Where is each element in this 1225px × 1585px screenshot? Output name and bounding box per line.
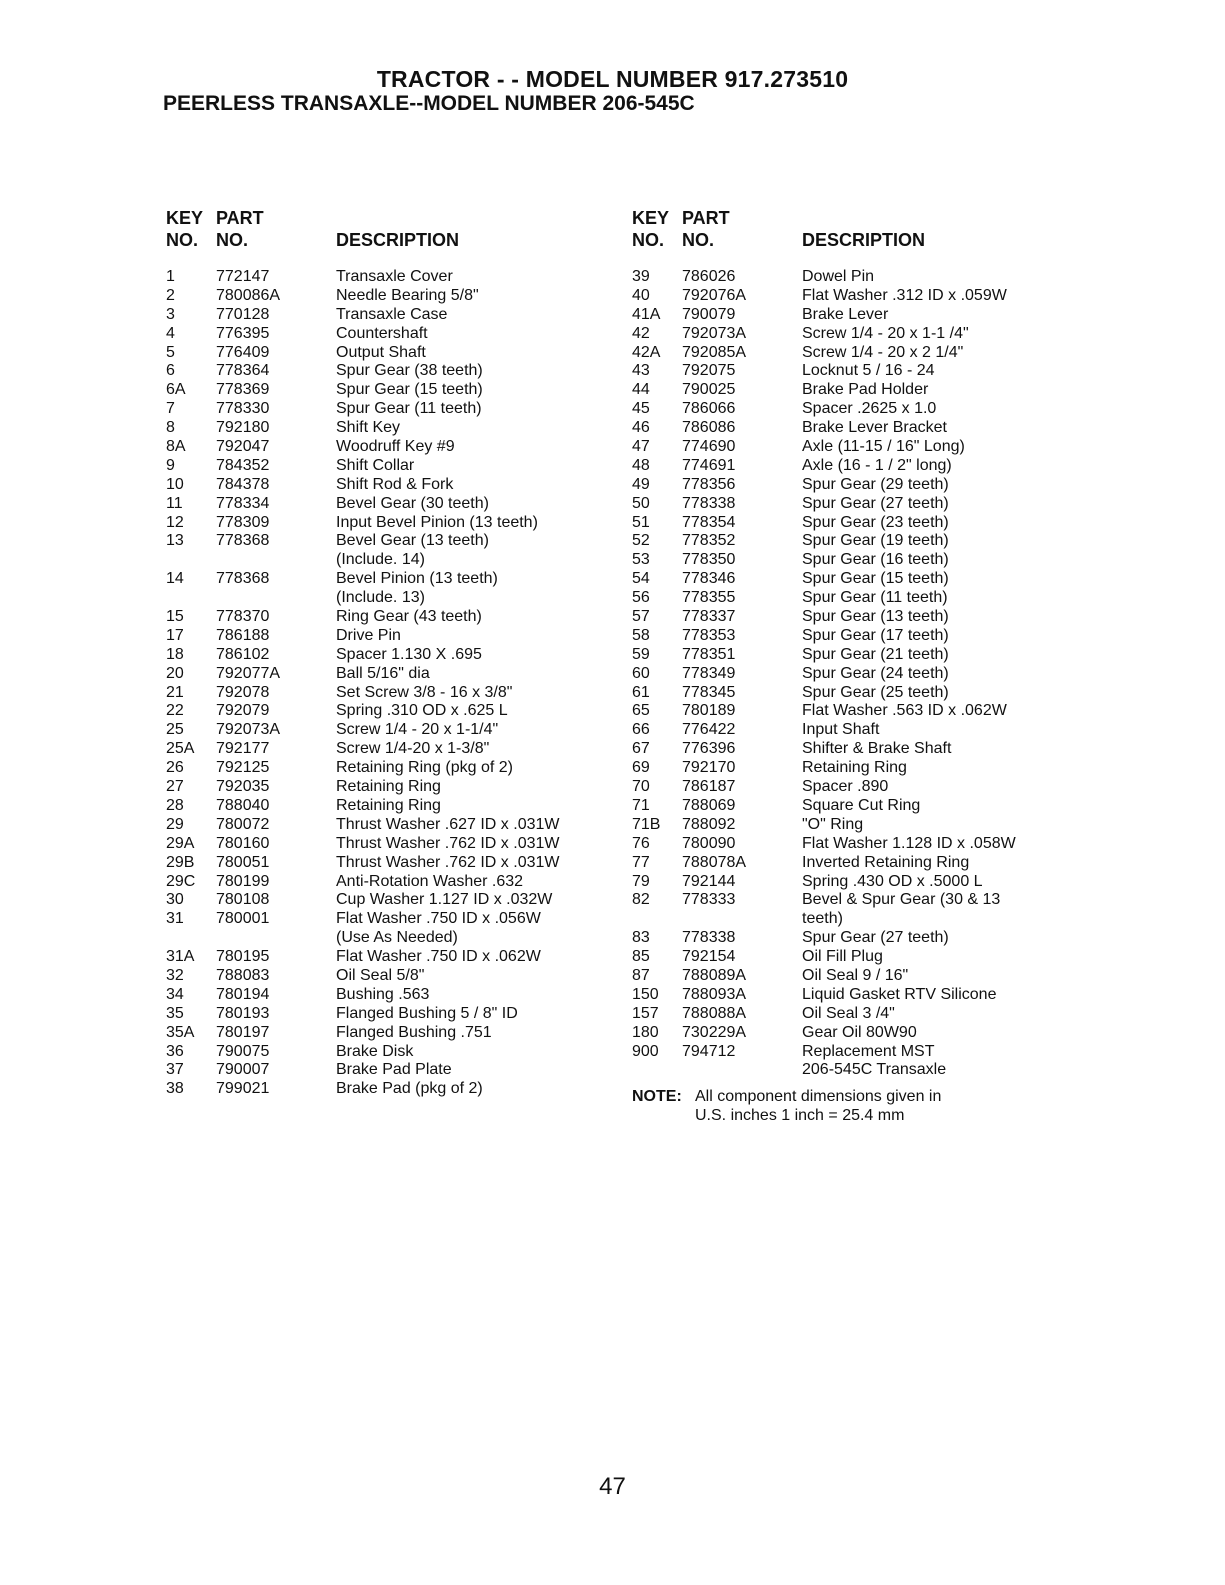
part-no: 778309 <box>216 513 270 531</box>
part-description: Spur Gear (21 teeth) <box>802 645 949 663</box>
key-no: 41A <box>632 305 661 323</box>
key-no: 71 <box>632 796 650 814</box>
part-description: Spur Gear (17 teeth) <box>802 626 949 644</box>
key-no: 900 <box>632 1042 659 1060</box>
part-no: 792076A <box>682 286 747 304</box>
key-no: 50 <box>632 494 650 512</box>
key-no: 31 <box>166 910 184 928</box>
part-no: 788093A <box>682 985 747 1003</box>
key-no: 32 <box>166 966 184 984</box>
key-no: 79 <box>632 872 650 890</box>
part-no: 778338 <box>682 929 736 947</box>
key-no: 35A <box>166 1023 195 1041</box>
key-header-bottom: NO. <box>166 230 199 250</box>
part-description: Brake Disk <box>336 1042 414 1060</box>
part-description: Flat Washer 1.128 ID x .058W <box>802 834 1016 852</box>
part-description: Spacer .890 <box>802 778 889 796</box>
part-description: Axle (16 - 1 / 2" long) <box>802 456 952 474</box>
part-no: 790025 <box>682 381 736 399</box>
part-no: 790007 <box>216 1061 270 1079</box>
part-no: 792035 <box>216 778 270 796</box>
part-description: Woodruff Key #9 <box>336 438 455 456</box>
part-no: 792170 <box>682 759 736 777</box>
part-description: Retaining Ring <box>802 759 907 777</box>
part-description: Flanged Bushing 5 / 8" ID <box>336 1004 518 1022</box>
key-no: 43 <box>632 362 650 380</box>
part-no: 792154 <box>682 948 736 966</box>
part-description: Thrust Washer .762 ID x .031W <box>336 834 560 852</box>
key-no: 1 <box>166 268 175 285</box>
part-description: Brake Pad Holder <box>802 381 929 399</box>
part-no: 778368 <box>216 570 270 588</box>
key-no: 25A <box>166 740 195 758</box>
part-no: 774690 <box>682 438 736 456</box>
part-no: 776409 <box>216 343 270 361</box>
part-description: Screw 1/4 - 20 x 1-1 /4" <box>802 324 969 342</box>
key-no: 11 <box>166 494 183 512</box>
page-subtitle: PEERLESS TRANSAXLE--MODEL NUMBER 206-545C <box>163 92 695 115</box>
part-description: Bevel Gear (13 teeth) <box>336 532 489 550</box>
part-description: "O" Ring <box>802 815 864 833</box>
part-no: 792078 <box>216 683 270 701</box>
part-no: 778355 <box>682 589 736 607</box>
key-no: 13 <box>166 532 184 550</box>
part-description: Flat Washer .750 ID x .062W <box>336 948 541 966</box>
key-no: 180 <box>632 1023 659 1041</box>
key-no: 18 <box>166 645 184 663</box>
key-no: 7 <box>166 400 175 418</box>
part-no: 786102 <box>216 645 270 663</box>
part-description: 206-545C Transaxle <box>802 1061 947 1079</box>
part-description: Screw 1/4-20 x 1-3/8" <box>336 740 490 758</box>
part-description: Brake Pad Plate <box>336 1061 452 1079</box>
key-no: 21 <box>166 683 184 701</box>
part-no: 788092 <box>682 815 736 833</box>
part-no: 780160 <box>216 834 270 852</box>
part-description: Inverted Retaining Ring <box>802 853 970 871</box>
key-no: 82 <box>632 891 650 909</box>
part-description: Needle Bearing 5/8" <box>336 286 479 304</box>
part-no: 786187 <box>682 778 736 796</box>
part-header-bottom: NO. <box>682 230 715 250</box>
part-description: Brake Pad (pkg of 2) <box>336 1080 483 1098</box>
part-no: 778338 <box>682 494 736 512</box>
key-no: 57 <box>632 608 650 626</box>
part-description: Anti-Rotation Washer .632 <box>336 872 524 890</box>
part-description: Bevel Gear (30 teeth) <box>336 494 489 512</box>
key-no: 60 <box>632 664 650 682</box>
note-line-2: U.S. inches 1 inch = 25.4 mm <box>695 1107 905 1125</box>
key-no: 5 <box>166 343 175 361</box>
part-description: Spur Gear (29 teeth) <box>802 475 949 493</box>
part-description: Retaining Ring <box>336 796 441 814</box>
part-description: Shifter & Brake Shaft <box>802 740 952 758</box>
part-no: 778351 <box>682 645 736 663</box>
part-description: Spacer 1.130 X .695 <box>336 645 482 663</box>
key-no: 3 <box>166 305 175 323</box>
key-no: 150 <box>632 985 659 1003</box>
part-description: Thrust Washer .762 ID x .031W <box>336 853 560 871</box>
page-title: TRACTOR - - MODEL NUMBER 917.273510 <box>376 66 849 92</box>
part-no: 792144 <box>682 872 736 890</box>
key-no: 8 <box>166 419 175 437</box>
part-no: 794712 <box>682 1042 736 1060</box>
description-header: DESCRIPTION <box>802 230 926 250</box>
part-no: 786026 <box>682 268 736 285</box>
part-description: Spur Gear (25 teeth) <box>802 683 949 701</box>
page-number: 47 <box>599 1473 626 1500</box>
part-no: 778364 <box>216 362 270 380</box>
note-line-1: All component dimensions given in <box>695 1088 942 1106</box>
key-no: 29B <box>166 853 195 871</box>
part-no: 792047 <box>216 438 270 456</box>
part-no: 780195 <box>216 948 270 966</box>
key-no: 48 <box>632 456 650 474</box>
key-no: 85 <box>632 948 650 966</box>
part-no: 786188 <box>216 626 270 644</box>
description-header: DESCRIPTION <box>336 230 460 250</box>
part-description: Transaxle Case <box>336 305 448 323</box>
key-no: 42 <box>632 324 650 342</box>
part-no: 778370 <box>216 608 270 626</box>
key-no: 6 <box>166 362 175 380</box>
part-no: 792075 <box>682 362 736 380</box>
part-description: Shift Rod & Fork <box>336 475 454 493</box>
part-description: Square Cut Ring <box>802 796 921 814</box>
key-no: 2 <box>166 286 175 304</box>
part-no: 778368 <box>216 532 270 550</box>
key-no: 27 <box>166 778 184 796</box>
key-no: 8A <box>166 438 186 456</box>
part-description: Spring .310 OD x .625 L <box>336 702 508 720</box>
key-no: 22 <box>166 702 184 720</box>
key-no: 29C <box>166 872 196 890</box>
part-no: 784352 <box>216 456 270 474</box>
part-description: Ring Gear (43 teeth) <box>336 608 482 626</box>
part-description: Bevel Pinion (13 teeth) <box>336 570 498 588</box>
part-no: 774691 <box>682 456 736 474</box>
part-no: 778353 <box>682 626 736 644</box>
part-description: Oil Fill Plug <box>802 948 883 966</box>
key-no: 71B <box>632 815 661 833</box>
part-no: 792177 <box>216 740 270 758</box>
key-no: 51 <box>632 513 650 531</box>
key-no: 70 <box>632 778 650 796</box>
part-description: teeth) <box>802 910 843 928</box>
key-no: 83 <box>632 929 650 947</box>
part-no: 788083 <box>216 966 270 984</box>
key-no: 17 <box>166 626 184 644</box>
key-no: 65 <box>632 702 650 720</box>
part-description: Brake Lever Bracket <box>802 419 947 437</box>
part-no: 780194 <box>216 985 270 1003</box>
part-description: Spur Gear (11 teeth) <box>802 589 948 607</box>
part-no: 792085A <box>682 343 747 361</box>
part-no: 786066 <box>682 400 736 418</box>
part-no: 778334 <box>216 494 270 512</box>
part-description: Spur Gear (11 teeth) <box>336 400 482 418</box>
key-no: 58 <box>632 626 650 644</box>
part-description: Oil Seal 5/8" <box>336 966 425 984</box>
part-description: Liquid Gasket RTV Silicone <box>802 985 997 1003</box>
key-header-top: KEY <box>166 208 204 228</box>
part-no: 792073A <box>682 324 747 342</box>
part-no: 778333 <box>682 891 736 909</box>
part-description: Drive Pin <box>336 626 401 644</box>
part-no: 786086 <box>682 419 736 437</box>
part-no: 780189 <box>682 702 736 720</box>
part-description: Input Shaft <box>802 721 880 739</box>
part-no: 788078A <box>682 853 747 871</box>
part-no: 780072 <box>216 815 270 833</box>
part-description: Retaining Ring <box>336 778 441 796</box>
part-no: 788040 <box>216 796 270 814</box>
key-no: 20 <box>166 664 184 682</box>
key-no: 67 <box>632 740 650 758</box>
part-no: 792125 <box>216 759 270 777</box>
part-no: 792073A <box>216 721 281 739</box>
part-no: 792180 <box>216 419 270 437</box>
part-description: Shift Collar <box>336 456 415 474</box>
part-description: Flat Washer .750 ID x .056W <box>336 910 541 928</box>
part-description: Brake Lever <box>802 305 889 323</box>
part-description: Spur Gear (23 teeth) <box>802 513 949 531</box>
key-no: 4 <box>166 324 175 342</box>
part-no: 776396 <box>682 740 736 758</box>
part-description: Retaining Ring (pkg of 2) <box>336 759 513 777</box>
part-no: 730229A <box>682 1023 747 1041</box>
key-no: 49 <box>632 475 650 493</box>
part-no: 780001 <box>216 910 270 928</box>
part-description: Screw 1/4 - 20 x 2 1/4" <box>802 343 964 361</box>
key-no: 37 <box>166 1061 184 1079</box>
part-header-top: PART <box>216 208 264 228</box>
part-no: 780051 <box>216 853 270 871</box>
key-no: 157 <box>632 1004 659 1022</box>
part-description: Input Bevel Pinion (13 teeth) <box>336 513 538 531</box>
part-description: Spur Gear (15 teeth) <box>802 570 949 588</box>
part-no: 778346 <box>682 570 736 588</box>
key-no: 36 <box>166 1042 184 1060</box>
part-description: Transaxle Cover <box>336 268 453 285</box>
part-description: Dowel Pin <box>802 268 875 285</box>
key-no: 14 <box>166 570 184 588</box>
part-description: Set Screw 3/8 - 16 x 3/8" <box>336 683 513 701</box>
part-no: 788069 <box>682 796 736 814</box>
part-no: 778369 <box>216 381 270 399</box>
key-no: 25 <box>166 721 184 739</box>
part-description: Spur Gear (15 teeth) <box>336 381 483 399</box>
key-no: 61 <box>632 683 650 701</box>
part-description: Replacement MST <box>802 1042 935 1060</box>
part-description: Flat Washer .563 ID x .062W <box>802 702 1007 720</box>
part-no: 778356 <box>682 475 736 493</box>
part-description: Ball 5/16" dia <box>336 664 430 682</box>
part-header-bottom: NO. <box>216 230 249 250</box>
part-description: Flat Washer .312 ID x .059W <box>802 286 1007 304</box>
part-description: Screw 1/4 - 20 x 1-1/4" <box>336 721 499 739</box>
part-description: (Include. 14) <box>336 551 425 569</box>
part-no: 778354 <box>682 513 736 531</box>
key-no: 34 <box>166 985 184 1003</box>
key-no: 40 <box>632 286 650 304</box>
part-description: Spacer .2625 x 1.0 <box>802 400 937 418</box>
part-description: Oil Seal 3 /4" <box>802 1004 895 1022</box>
key-no: 12 <box>166 513 184 531</box>
part-no: 780197 <box>216 1023 270 1041</box>
part-no: 772147 <box>216 268 270 285</box>
key-no: 54 <box>632 570 650 588</box>
key-no: 52 <box>632 532 650 550</box>
part-no: 776422 <box>682 721 736 739</box>
part-no: 778330 <box>216 400 270 418</box>
part-description: Oil Seal 9 / 16" <box>802 966 909 984</box>
key-no: 69 <box>632 759 650 777</box>
part-no: 788089A <box>682 966 747 984</box>
part-no: 799021 <box>216 1080 270 1098</box>
part-description: Spur Gear (27 teeth) <box>802 929 949 947</box>
part-no: 780193 <box>216 1004 270 1022</box>
key-no: 45 <box>632 400 650 418</box>
part-no: 780090 <box>682 834 736 852</box>
part-description: Bevel & Spur Gear (30 & 13 <box>802 891 1001 909</box>
part-no: 776395 <box>216 324 270 342</box>
part-no: 792077A <box>216 664 281 682</box>
part-description: Countershaft <box>336 324 428 342</box>
part-description: (Use As Needed) <box>336 929 458 947</box>
part-no: 788088A <box>682 1004 747 1022</box>
key-no: 77 <box>632 853 650 871</box>
key-no: 26 <box>166 759 184 777</box>
part-description: Cup Washer 1.127 ID x .032W <box>336 891 553 909</box>
note-label: NOTE: <box>632 1088 682 1106</box>
part-no: 790079 <box>682 305 736 323</box>
part-description: Bushing .563 <box>336 985 430 1003</box>
key-no: 38 <box>166 1080 184 1098</box>
part-description: Axle (11-15 / 16" Long) <box>802 438 965 456</box>
key-no: 30 <box>166 891 184 909</box>
part-description: Spur Gear (38 teeth) <box>336 362 483 380</box>
part-description: Locknut 5 / 16 - 24 <box>802 362 935 380</box>
key-no: 31A <box>166 948 195 966</box>
part-description: Spur Gear (16 teeth) <box>802 551 949 569</box>
key-no: 87 <box>632 966 650 984</box>
part-no: 770128 <box>216 305 270 323</box>
key-no: 35 <box>166 1004 184 1022</box>
part-header-top: PART <box>682 208 730 228</box>
part-no: 778345 <box>682 683 736 701</box>
part-description: Thrust Washer .627 ID x .031W <box>336 815 560 833</box>
part-no: 780199 <box>216 872 270 890</box>
key-no: 9 <box>166 456 175 474</box>
key-no: 59 <box>632 645 650 663</box>
part-description: (Include. 13) <box>336 589 425 607</box>
part-no: 780086A <box>216 286 281 304</box>
key-header-top: KEY <box>632 208 670 228</box>
part-description: Gear Oil 80W90 <box>802 1023 917 1041</box>
part-no: 778352 <box>682 532 736 550</box>
key-no: 6A <box>166 381 186 399</box>
key-no: 15 <box>166 608 184 626</box>
key-no: 44 <box>632 381 650 399</box>
key-no: 66 <box>632 721 650 739</box>
key-header-bottom: NO. <box>632 230 665 250</box>
key-no: 10 <box>166 475 184 493</box>
part-description: Spur Gear (19 teeth) <box>802 532 949 550</box>
key-no: 53 <box>632 551 650 569</box>
key-no: 39 <box>632 268 650 285</box>
key-no: 47 <box>632 438 650 456</box>
part-no: 790075 <box>216 1042 270 1060</box>
key-no: 56 <box>632 589 650 607</box>
key-no: 29A <box>166 834 195 852</box>
part-description: Spur Gear (13 teeth) <box>802 608 949 626</box>
part-no: 784378 <box>216 475 270 493</box>
part-description: Spur Gear (27 teeth) <box>802 494 949 512</box>
part-description: Flanged Bushing .751 <box>336 1023 492 1041</box>
part-no: 792079 <box>216 702 270 720</box>
key-no: 29 <box>166 815 184 833</box>
part-no: 778349 <box>682 664 736 682</box>
key-no: 76 <box>632 834 650 852</box>
part-description: Output Shaft <box>336 343 426 361</box>
part-no: 778337 <box>682 608 736 626</box>
key-no: 42A <box>632 343 661 361</box>
part-no: 778350 <box>682 551 736 569</box>
part-no: 780108 <box>216 891 270 909</box>
part-description: Spring .430 OD x .5000 L <box>802 872 983 890</box>
key-no: 28 <box>166 796 184 814</box>
part-description: Spur Gear (24 teeth) <box>802 664 949 682</box>
part-description: Shift Key <box>336 419 401 437</box>
key-no: 46 <box>632 419 650 437</box>
